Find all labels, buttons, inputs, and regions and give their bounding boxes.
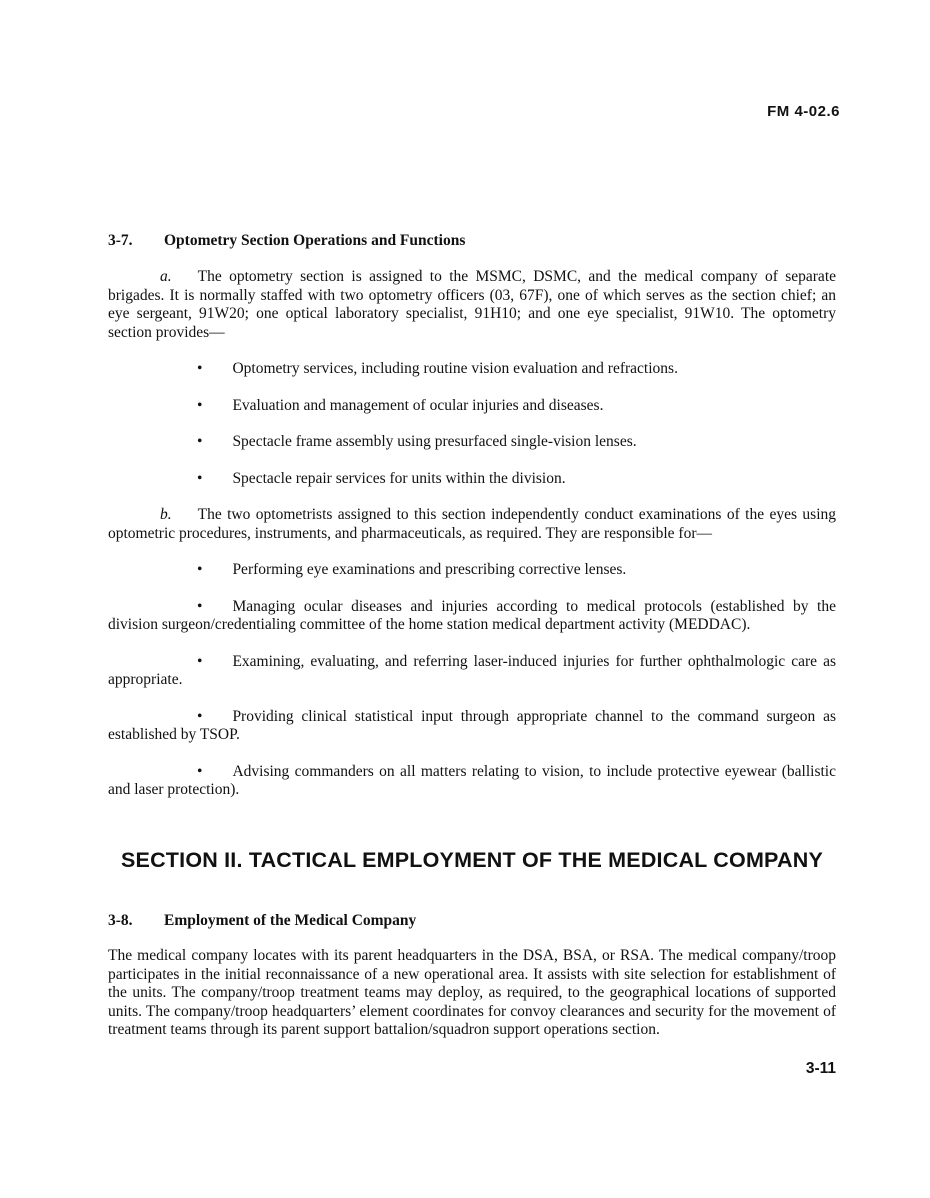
bullet-item — [108, 598, 836, 635]
manual-number: FM 4-02.6 — [767, 103, 840, 120]
paragraph-b — [108, 506, 836, 543]
bullet-icon: • — [197, 597, 203, 615]
section-3-8-number: 3-8. — [108, 911, 133, 929]
bullet-item — [108, 470, 836, 489]
bullet-list-a — [108, 360, 836, 488]
bullet-icon: • — [197, 707, 203, 725]
section-3-7-title: Optometry Section Operations and Functions — [164, 231, 466, 249]
paragraph-3-8: The medical company locates with its parent headquarters in the DSA, BSA, or RSA. The medical company/troop participates in the initial reconnaissance of a new operational area. It assists with site selection for establishment of the units. The company/troop treatment teams may deploy, as required, to the geographical locations of supported units. The company/troop headquarters’ element coordinates for convoy clearances and security for the movement of treatment teams through its parent support battalion/squadron support operations section. — [108, 947, 836, 1038]
bullet-list-b — [108, 561, 836, 800]
bullet-item — [108, 561, 836, 580]
bullet-text: Examining, evaluating, and referring laser-induced injuries for further ophthalmologic care as appropriate. — [108, 652, 836, 688]
bullet-text: Evaluation and management of ocular injuries and diseases. — [232, 396, 604, 414]
section-ii-heading: SECTION II. TACTICAL EMPLOYMENT OF THE MEDICAL COMPANY — [121, 847, 823, 872]
bullet-item — [108, 397, 836, 416]
bullet-icon: • — [197, 762, 203, 780]
bullet-item — [108, 653, 836, 690]
bullet-item — [108, 433, 836, 452]
paragraph-a-text: The optometry section is assigned to the MSMC, DSMC, and the medical company of separate brigades. It is normally staffed with two optometry officers (03, 67F), one of which serves as the section chief; an eye sergeant, 91W20; one optical laboratory specialist, 91H10; and one eye specialist, 91W10. The optometry section provides— — [108, 268, 836, 341]
bullet-text: Spectacle frame assembly using presurfaced single-vision lenses. — [232, 433, 637, 450]
page-content — [108, 232, 836, 1040]
bullet-icon: • — [197, 652, 203, 670]
page-number-text: 3-11 — [805, 1059, 836, 1077]
bullet-text: Performing eye examinations and prescribing corrective lenses. — [232, 561, 627, 578]
bullet-icon: • — [197, 469, 203, 487]
bullet-text: Advising commanders on all matters relating to vision, to include protective eyewear (ballistic and laser protection). — [108, 762, 836, 798]
bullet-item — [108, 708, 836, 745]
paragraph-b-text: The two optometrists assigned to this section independently conduct examinations of the eyes using optometric procedures, instruments, and pharmaceuticals, as required. They are responsible for— — [108, 506, 836, 542]
bullet-text: Optometry services, including routine vision evaluation and refractions. — [232, 360, 678, 377]
bullet-item — [108, 360, 836, 379]
paragraph-b-label: b. — [160, 506, 172, 523]
bullet-icon: • — [197, 561, 203, 578]
section-3-7-number: 3-7. — [108, 231, 133, 249]
section-3-8-title: Employment of the Medical Company — [164, 911, 417, 929]
bullet-text: Spectacle repair services for units within the division. — [232, 469, 566, 487]
section-3-7-heading — [108, 232, 836, 251]
bullet-icon: • — [197, 396, 203, 414]
running-header — [0, 103, 930, 122]
paragraph-a — [108, 268, 836, 342]
bullet-icon: • — [197, 360, 203, 377]
page-number — [0, 1060, 930, 1079]
bullet-item — [108, 763, 836, 800]
bullet-text: Managing ocular diseases and injuries according to medical protocols (established by the division surgeon/credentialing committee of the home station medical department activity (MEDDAC). — [108, 597, 836, 633]
section-3-8-heading — [108, 912, 836, 931]
bullet-icon: • — [197, 433, 203, 450]
bullet-text: Providing clinical statistical input through appropriate channel to the command surgeon as established by TSOP. — [108, 707, 836, 743]
paragraph-a-label: a. — [160, 268, 172, 285]
